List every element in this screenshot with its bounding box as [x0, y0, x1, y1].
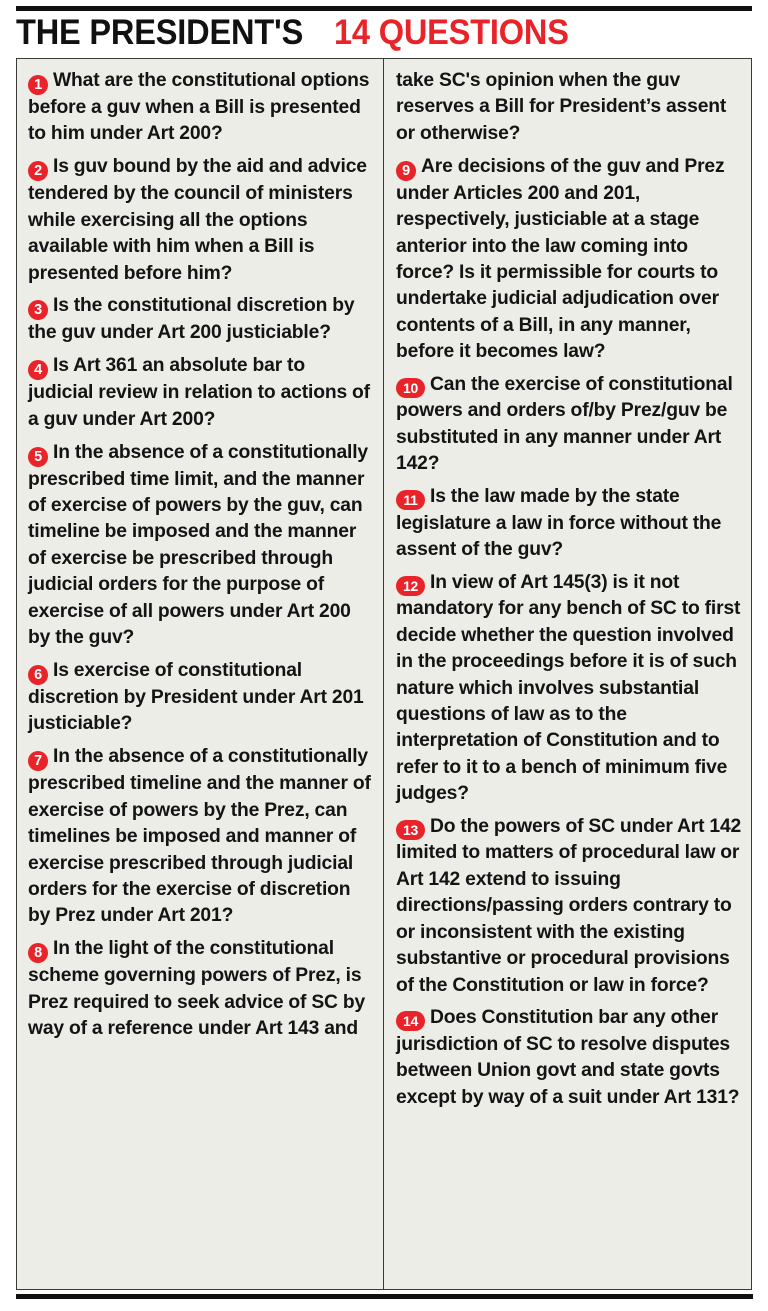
question-text: Is the law made by the state legislature a law in force without the assent of the guv? — [396, 486, 722, 560]
question-number-badge: 4 — [28, 360, 48, 380]
question-item — [396, 814, 745, 999]
question-item — [28, 154, 375, 287]
question-number-badge: 13 — [396, 820, 425, 840]
question-text: In the absence of a constitutionally prescribed timeline and the manner of exercise of powers by the Prez, can timelines be imposed and manner of exercise prescribed through judicial orders for the exercise of discretion by Prez under Art 201? — [28, 746, 371, 927]
question-text: In the absence of a constitutionally prescribed time limit, and the manner of exercise of powers by the guv, can timeline be imposed and the manner of exercise be prescribed through judicial orders for the purpose of exercise of all powers under Art 200 by the guv? — [28, 441, 369, 649]
top-divider-rule — [16, 6, 752, 11]
page-title-black-part: THE PRESIDENT'S — [16, 13, 304, 52]
question-number-badge: 8 — [28, 943, 48, 963]
question-number-badge: 9 — [396, 161, 416, 181]
question-number-badge: 2 — [28, 161, 48, 181]
question-item — [28, 658, 375, 738]
question-number-badge: 12 — [396, 576, 425, 596]
question-text: Can the exercise of constitutional powers and orders of/by Prez/guv be substituted in any manner under Art 142? — [396, 374, 733, 475]
question-number-badge: 11 — [396, 490, 425, 510]
question-number-badge: 10 — [396, 378, 425, 398]
question-number-badge: 7 — [28, 751, 48, 771]
question-item — [396, 570, 745, 808]
questions-panel — [16, 58, 752, 1290]
questions-column-right — [384, 59, 751, 1289]
question-number-badge: 1 — [28, 75, 48, 95]
question-text: In view of Art 145(3) is it not mandatory for any bench of SC to first decide whether the question involved in the proceedings before it is of such nature which involves substantial questions of law as to the interpretation of Constitution and to refer to it to a bench of minimum five judges? — [396, 571, 741, 805]
question-number-badge: 14 — [396, 1011, 425, 1031]
question-text: Are decisions of the guv and Prez under Articles 200 and 201, respectively, justiciable at a stage anterior into the law coming into force? Is it permissible for courts to undertake judicial adjudication over contents of a Bill, in any manner, before it becomes law? — [396, 155, 725, 363]
question-item — [28, 744, 375, 929]
question-item — [396, 372, 745, 478]
questions-column-left — [17, 59, 384, 1289]
question-text: Does Constitution bar any other jurisdiction of SC to resolve disputes between Union govt and state govts except by way of a suit under Art 131? — [396, 1007, 740, 1108]
question-item — [28, 68, 375, 148]
question-text: Is Art 361 an absolute bar to judicial review in relation to actions of a guv under Art 200? — [28, 355, 370, 430]
question-number-badge: 5 — [28, 447, 48, 467]
page-title-red-part: 14 QUESTIONS — [333, 13, 569, 52]
page-title — [16, 14, 586, 52]
question-item — [28, 293, 375, 346]
question-text: Do the powers of SC under Art 142 limited to matters of procedural law or Art 142 extend to issuing directions/passing orders contrary to or inconsistent with the existing substantive or procedural provisions of the Constitution or law in force? — [396, 816, 742, 996]
question-item — [28, 936, 375, 1042]
question-text: In the light of the constitutional scheme governing powers of Prez, is Prez required to seek advice of SC by way of a reference under Art 143 and — [28, 938, 366, 1040]
question-text: Is exercise of constitutional discretion by President under Art 201 justiciable? — [28, 660, 364, 735]
question-item — [28, 353, 375, 433]
question-text: What are the constitutional options before a guv when a Bill is presented to him under Art 200? — [28, 70, 370, 145]
question-continuation — [396, 68, 745, 147]
question-item — [28, 440, 375, 652]
question-item — [396, 484, 745, 563]
question-text: take SC's opinion when the guv reserves a Bill for President’s assent or otherwise? — [396, 70, 727, 144]
question-text: Is the constitutional discretion by the guv under Art 200 justiciable? — [28, 295, 355, 344]
question-number-badge: 3 — [28, 300, 48, 320]
question-item — [396, 1005, 745, 1111]
question-text: Is guv bound by the aid and advice tendered by the council of ministers while exercising all the options available with him when a Bill is presented before him? — [28, 156, 367, 284]
question-number-badge: 6 — [28, 665, 48, 685]
question-item — [396, 154, 745, 366]
